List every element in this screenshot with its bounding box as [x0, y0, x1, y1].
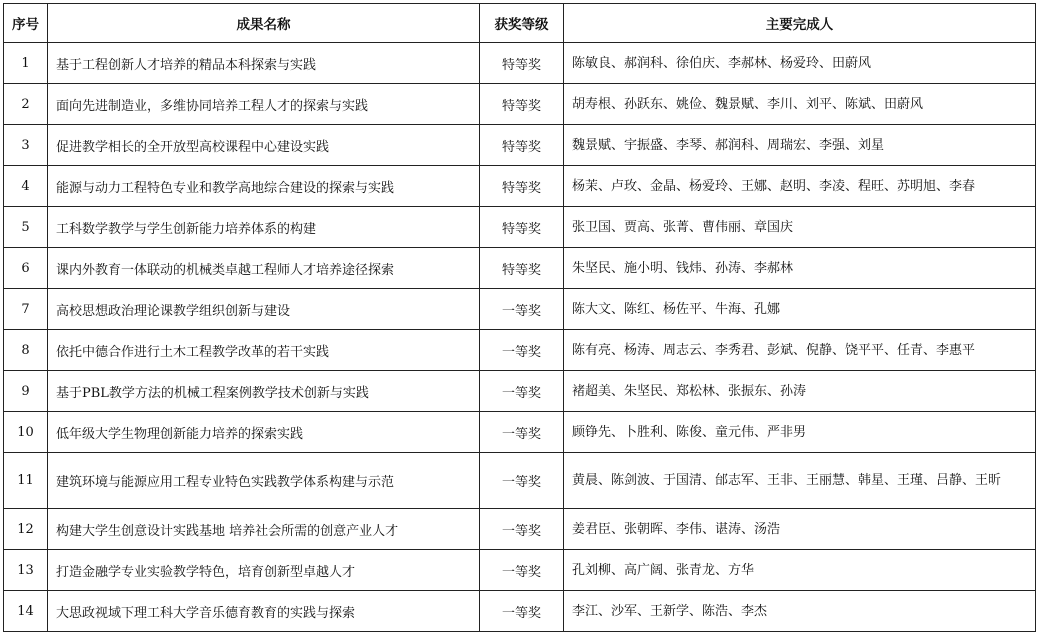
achievement-title: 打造金融学专业实验教学特色，培育创新型卓越人才: [48, 550, 480, 591]
achievement-title: 基于工程创新人才培养的精品本科探索与实践: [48, 43, 480, 84]
table-row: [4, 207, 1036, 248]
award-level: 特等奖: [480, 43, 564, 84]
row-number: 6: [4, 248, 48, 289]
awards-table: [3, 3, 1036, 632]
award-level: 特等奖: [480, 166, 564, 207]
table-row: [4, 289, 1036, 330]
main-contributors: 张卫国、贾高、张菁、曹伟丽、章国庆: [564, 207, 1036, 248]
header-level: 获奖等级: [480, 4, 564, 43]
row-number: 7: [4, 289, 48, 330]
achievement-title: 课内外教育一体联动的机械类卓越工程师人才培养途径探索: [48, 248, 480, 289]
main-contributors: 黄晨、陈剑波、于国清、邰志军、王非、王丽慧、韩星、王瑾、吕静、王昕: [564, 453, 1036, 509]
award-level: 一等奖: [480, 289, 564, 330]
achievement-title: 工科数学教学与学生创新能力培养体系的构建: [48, 207, 480, 248]
achievement-title: 依托中德合作进行土木工程教学改革的若干实践: [48, 330, 480, 371]
row-number: 12: [4, 509, 48, 550]
table-row: [4, 43, 1036, 84]
achievement-title: 构建大学生创意设计实践基地 培养社会所需的创意产业人才: [48, 509, 480, 550]
table-row: [4, 412, 1036, 453]
award-level: 一等奖: [480, 330, 564, 371]
main-contributors: 朱坚民、施小明、钱炜、孙涛、李郝林: [564, 248, 1036, 289]
award-level: 一等奖: [480, 509, 564, 550]
main-contributors: 陈有亮、杨涛、周志云、李秀君、彭斌、倪静、饶平平、任青、李惠平: [564, 330, 1036, 371]
table-row: [4, 125, 1036, 166]
main-contributors: 陈大文、陈红、杨佐平、牛海、孔娜: [564, 289, 1036, 330]
main-contributors: 顾铮先、卜胜利、陈俊、童元伟、严非男: [564, 412, 1036, 453]
row-number: 2: [4, 84, 48, 125]
row-number: 8: [4, 330, 48, 371]
award-level: 一等奖: [480, 371, 564, 412]
table-row: [4, 248, 1036, 289]
row-number: 5: [4, 207, 48, 248]
achievement-title: 能源与动力工程特色专业和教学高地综合建设的探索与实践: [48, 166, 480, 207]
table-row: [4, 330, 1036, 371]
row-number: 4: [4, 166, 48, 207]
table-row: [4, 550, 1036, 591]
main-contributors: 魏景赋、宇振盛、李琴、郝润科、周瑞宏、李强、刘星: [564, 125, 1036, 166]
row-number: 3: [4, 125, 48, 166]
award-level: 一等奖: [480, 591, 564, 632]
main-contributors: 杨茉、卢玫、金晶、杨爱玲、王娜、赵明、李凌、程旺、苏明旭、李春: [564, 166, 1036, 207]
achievement-title: 促进教学相长的全开放型高校课程中心建设实践: [48, 125, 480, 166]
award-level: 特等奖: [480, 207, 564, 248]
award-level: 特等奖: [480, 125, 564, 166]
header-title: 成果名称: [48, 4, 480, 43]
achievement-title: 基于PBL教学方法的机械工程案例教学技术创新与实践: [48, 371, 480, 412]
table-row: [4, 166, 1036, 207]
achievement-title: 建筑环境与能源应用工程专业特色实践教学体系构建与示范: [48, 453, 480, 509]
table-row: [4, 591, 1036, 632]
award-level: 一等奖: [480, 550, 564, 591]
award-level: 一等奖: [480, 412, 564, 453]
main-contributors: 姜君臣、张朝晖、李伟、谌涛、汤浩: [564, 509, 1036, 550]
achievement-title: 低年级大学生物理创新能力培养的探索实践: [48, 412, 480, 453]
award-level: 一等奖: [480, 453, 564, 509]
header-no: 序号: [4, 4, 48, 43]
award-level: 特等奖: [480, 248, 564, 289]
main-contributors: 褚超美、朱坚民、郑松林、张振东、孙涛: [564, 371, 1036, 412]
table-row: [4, 371, 1036, 412]
main-contributors: 陈敏良、郝润科、徐伯庆、李郝林、杨爱玲、田蔚风: [564, 43, 1036, 84]
main-contributors: 李江、沙军、王新学、陈浩、李杰: [564, 591, 1036, 632]
row-number: 13: [4, 550, 48, 591]
header-row: [4, 4, 1036, 43]
main-contributors: 胡寿根、孙跃东、姚俭、魏景赋、李川、刘平、陈斌、田蔚风: [564, 84, 1036, 125]
table-row: [4, 84, 1036, 125]
row-number: 14: [4, 591, 48, 632]
achievement-title: 大思政视域下理工科大学音乐德育教育的实践与探索: [48, 591, 480, 632]
award-level: 特等奖: [480, 84, 564, 125]
table-row: [4, 509, 1036, 550]
table-row: [4, 453, 1036, 509]
row-number: 10: [4, 412, 48, 453]
header-people: 主要完成人: [564, 4, 1036, 43]
achievement-title: 面向先进制造业，多维协同培养工程人才的探索与实践: [48, 84, 480, 125]
achievement-title: 高校思想政治理论课教学组织创新与建设: [48, 289, 480, 330]
row-number: 9: [4, 371, 48, 412]
row-number: 11: [4, 453, 48, 509]
row-number: 1: [4, 43, 48, 84]
main-contributors: 孔刘柳、高广阔、张青龙、方华: [564, 550, 1036, 591]
